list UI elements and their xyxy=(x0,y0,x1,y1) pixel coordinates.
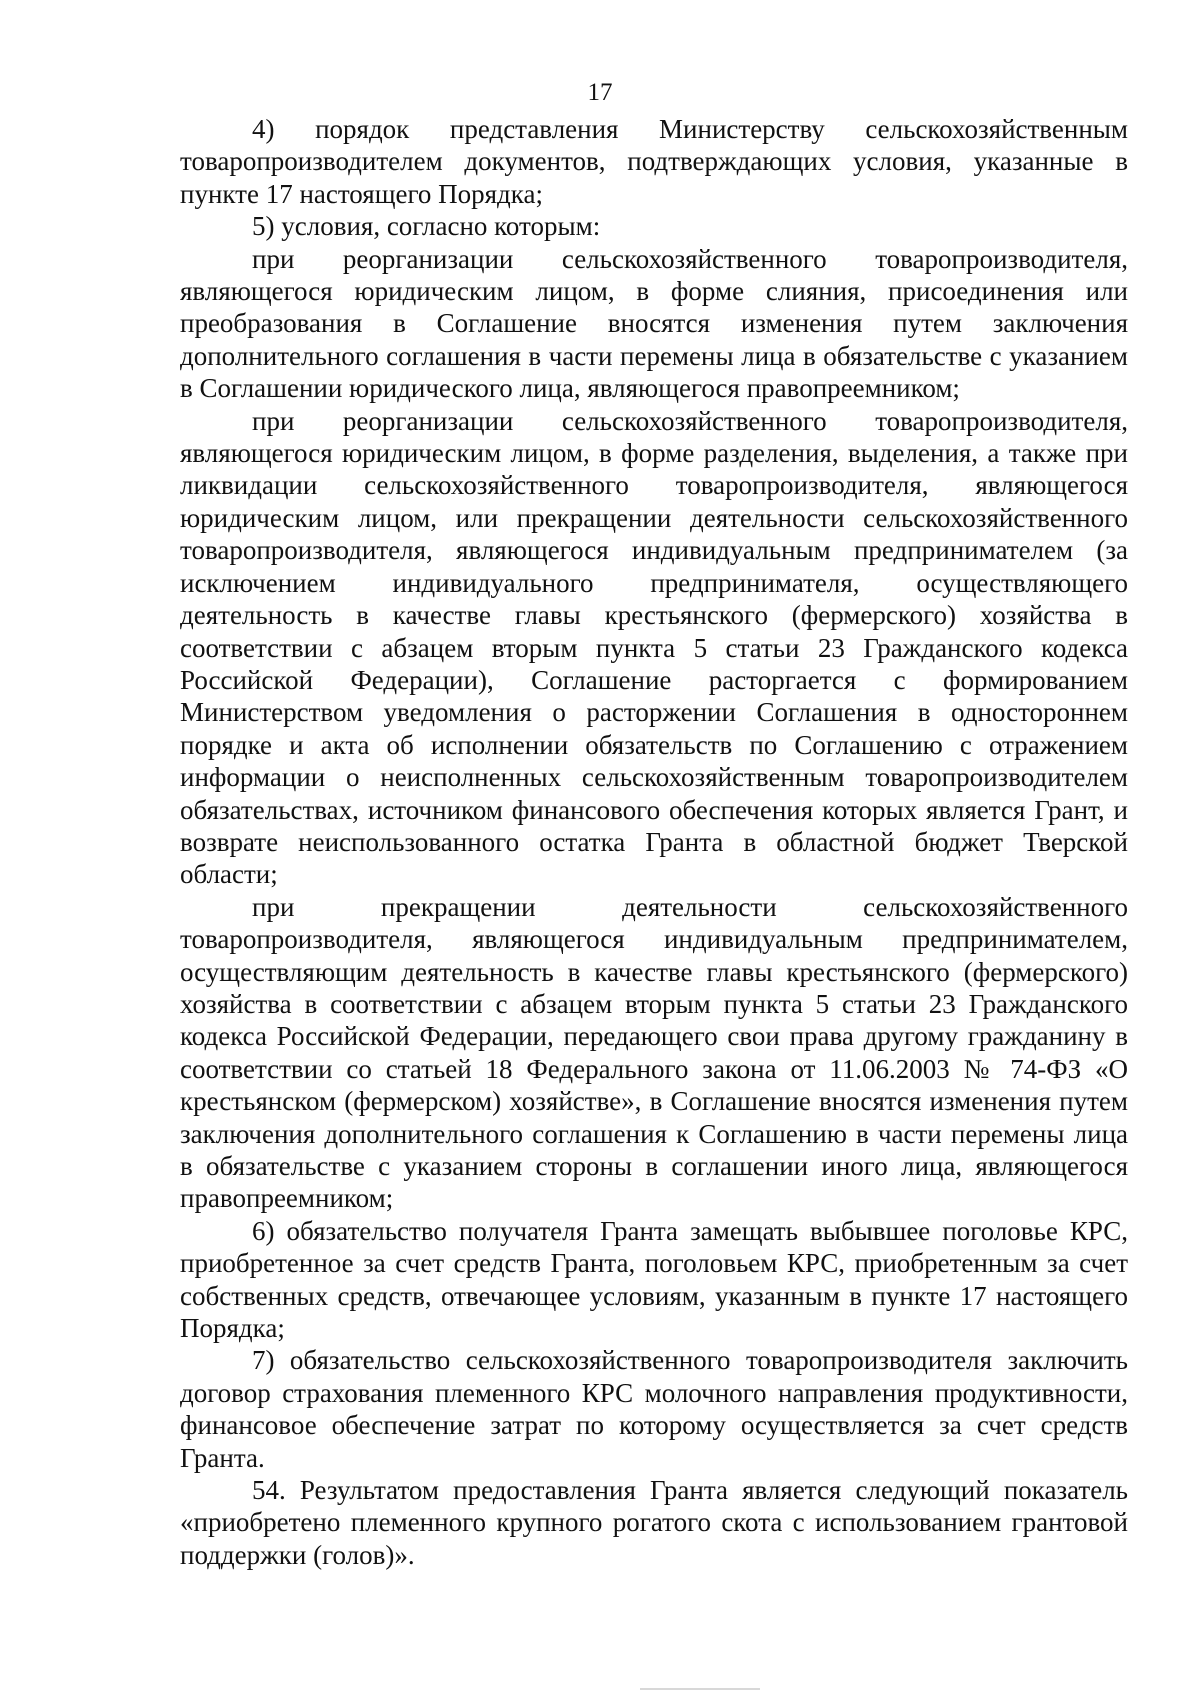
paragraph-item-5: 5) условия, согласно которым: xyxy=(252,211,601,242)
page-number: 17 xyxy=(587,79,613,106)
paragraph-item-7: 7) обязательство сельскохозяйственного товаропроизводителя заключить договор страхования племенного КРС молочного направления продуктивности, финансовое обеспечение затрат по которому осуществляется за счет средств Гранта. xyxy=(180,1345,1128,1473)
document-body xyxy=(180,113,1128,1571)
paragraph-termination-farm-head: при прекращении деятельности сельскохозяйственного товаропроизводителя, являющегося индивидуальным предпринимателем, осуществляющим деятельность в качестве главы крестьянского (фермерского) хозяйства в соответствии с абзацем вторым пункта 5 статьи 23 Гражданского кодекса Российской Федерации, передающего свои права другому гражданину в соответствии со статьей 18 Федерального закона от 11.06.2003 № 74-ФЗ «О крестьянском (фермерском) хозяйстве», в Соглашение вносятся изменения путем заключения дополнительного соглашения к Соглашению в части перемены лица в обязательстве с указанием стороны в соглашении иного лица, являющегося правопреемником; xyxy=(180,891,1128,1214)
paragraph-reorganization-merger: при реорганизации сельскохозяйственного товаропроизводителя, являющегося юридическим лицом, в форме слияния, присоединения или преобразования в Соглашение вносятся изменения путем заключения дополнительного соглашения в части перемены лица в обязательстве с указанием в Соглашении юридического лица, являющегося правопреемником; xyxy=(180,243,1128,404)
scan-artifact xyxy=(640,1688,760,1690)
paragraph-item-6: 6) обязательство получателя Гранта замещать выбывшее поголовье КРС, приобретенное за счет средств Гранта, поголовьем КРС, приобретенным за счет собственных средств, отвечающее условиям, указанным в пункте 17 настоящего Порядка; xyxy=(180,1215,1128,1344)
paragraph-54-result: 54. Результатом предоставления Гранта является следующий показатель «приобретено племенного крупного рогатого скота с использованием грантовой поддержки (голов)». xyxy=(180,1475,1128,1570)
paragraph-reorganization-division: при реорганизации сельскохозяйственного товаропроизводителя, являющегося юридическим лицом, в форме разделения, выделения, а также при ликвидации сельскохозяйственного товаропроизводителя, являющегося юридическим лицом, или прекращении деятельности сельскохозяйственного товаропроизводителя, являющегося индивидуальным предпринимателем (за исключением индивидуального предпринимателя, осуществляющего деятельность в качестве главы крестьянского (фермерского) хозяйства в соответствии с абзацем вторым пункта 5 статьи 23 Гражданского кодекса Российской Федерации), Соглашение расторгается с формированием Министерством уведомления о расторжении Соглашения в одностороннем порядке и акта об исполнении обязательств по Соглашению с отражением информации о неисполненных сельскохозяйственным товаропроизводителем обязательствах, источником финансового обеспечения которых является Грант, и возврате неиспользованного остатка Гранта в областной бюджет Тверской области; xyxy=(180,405,1128,890)
paragraph-item-4: 4) порядок представления Министерству сельскохозяйственным товаропроизводителем документов, подтверждающих условия, указанные в пункте 17 настоящего Порядка; xyxy=(180,114,1128,209)
